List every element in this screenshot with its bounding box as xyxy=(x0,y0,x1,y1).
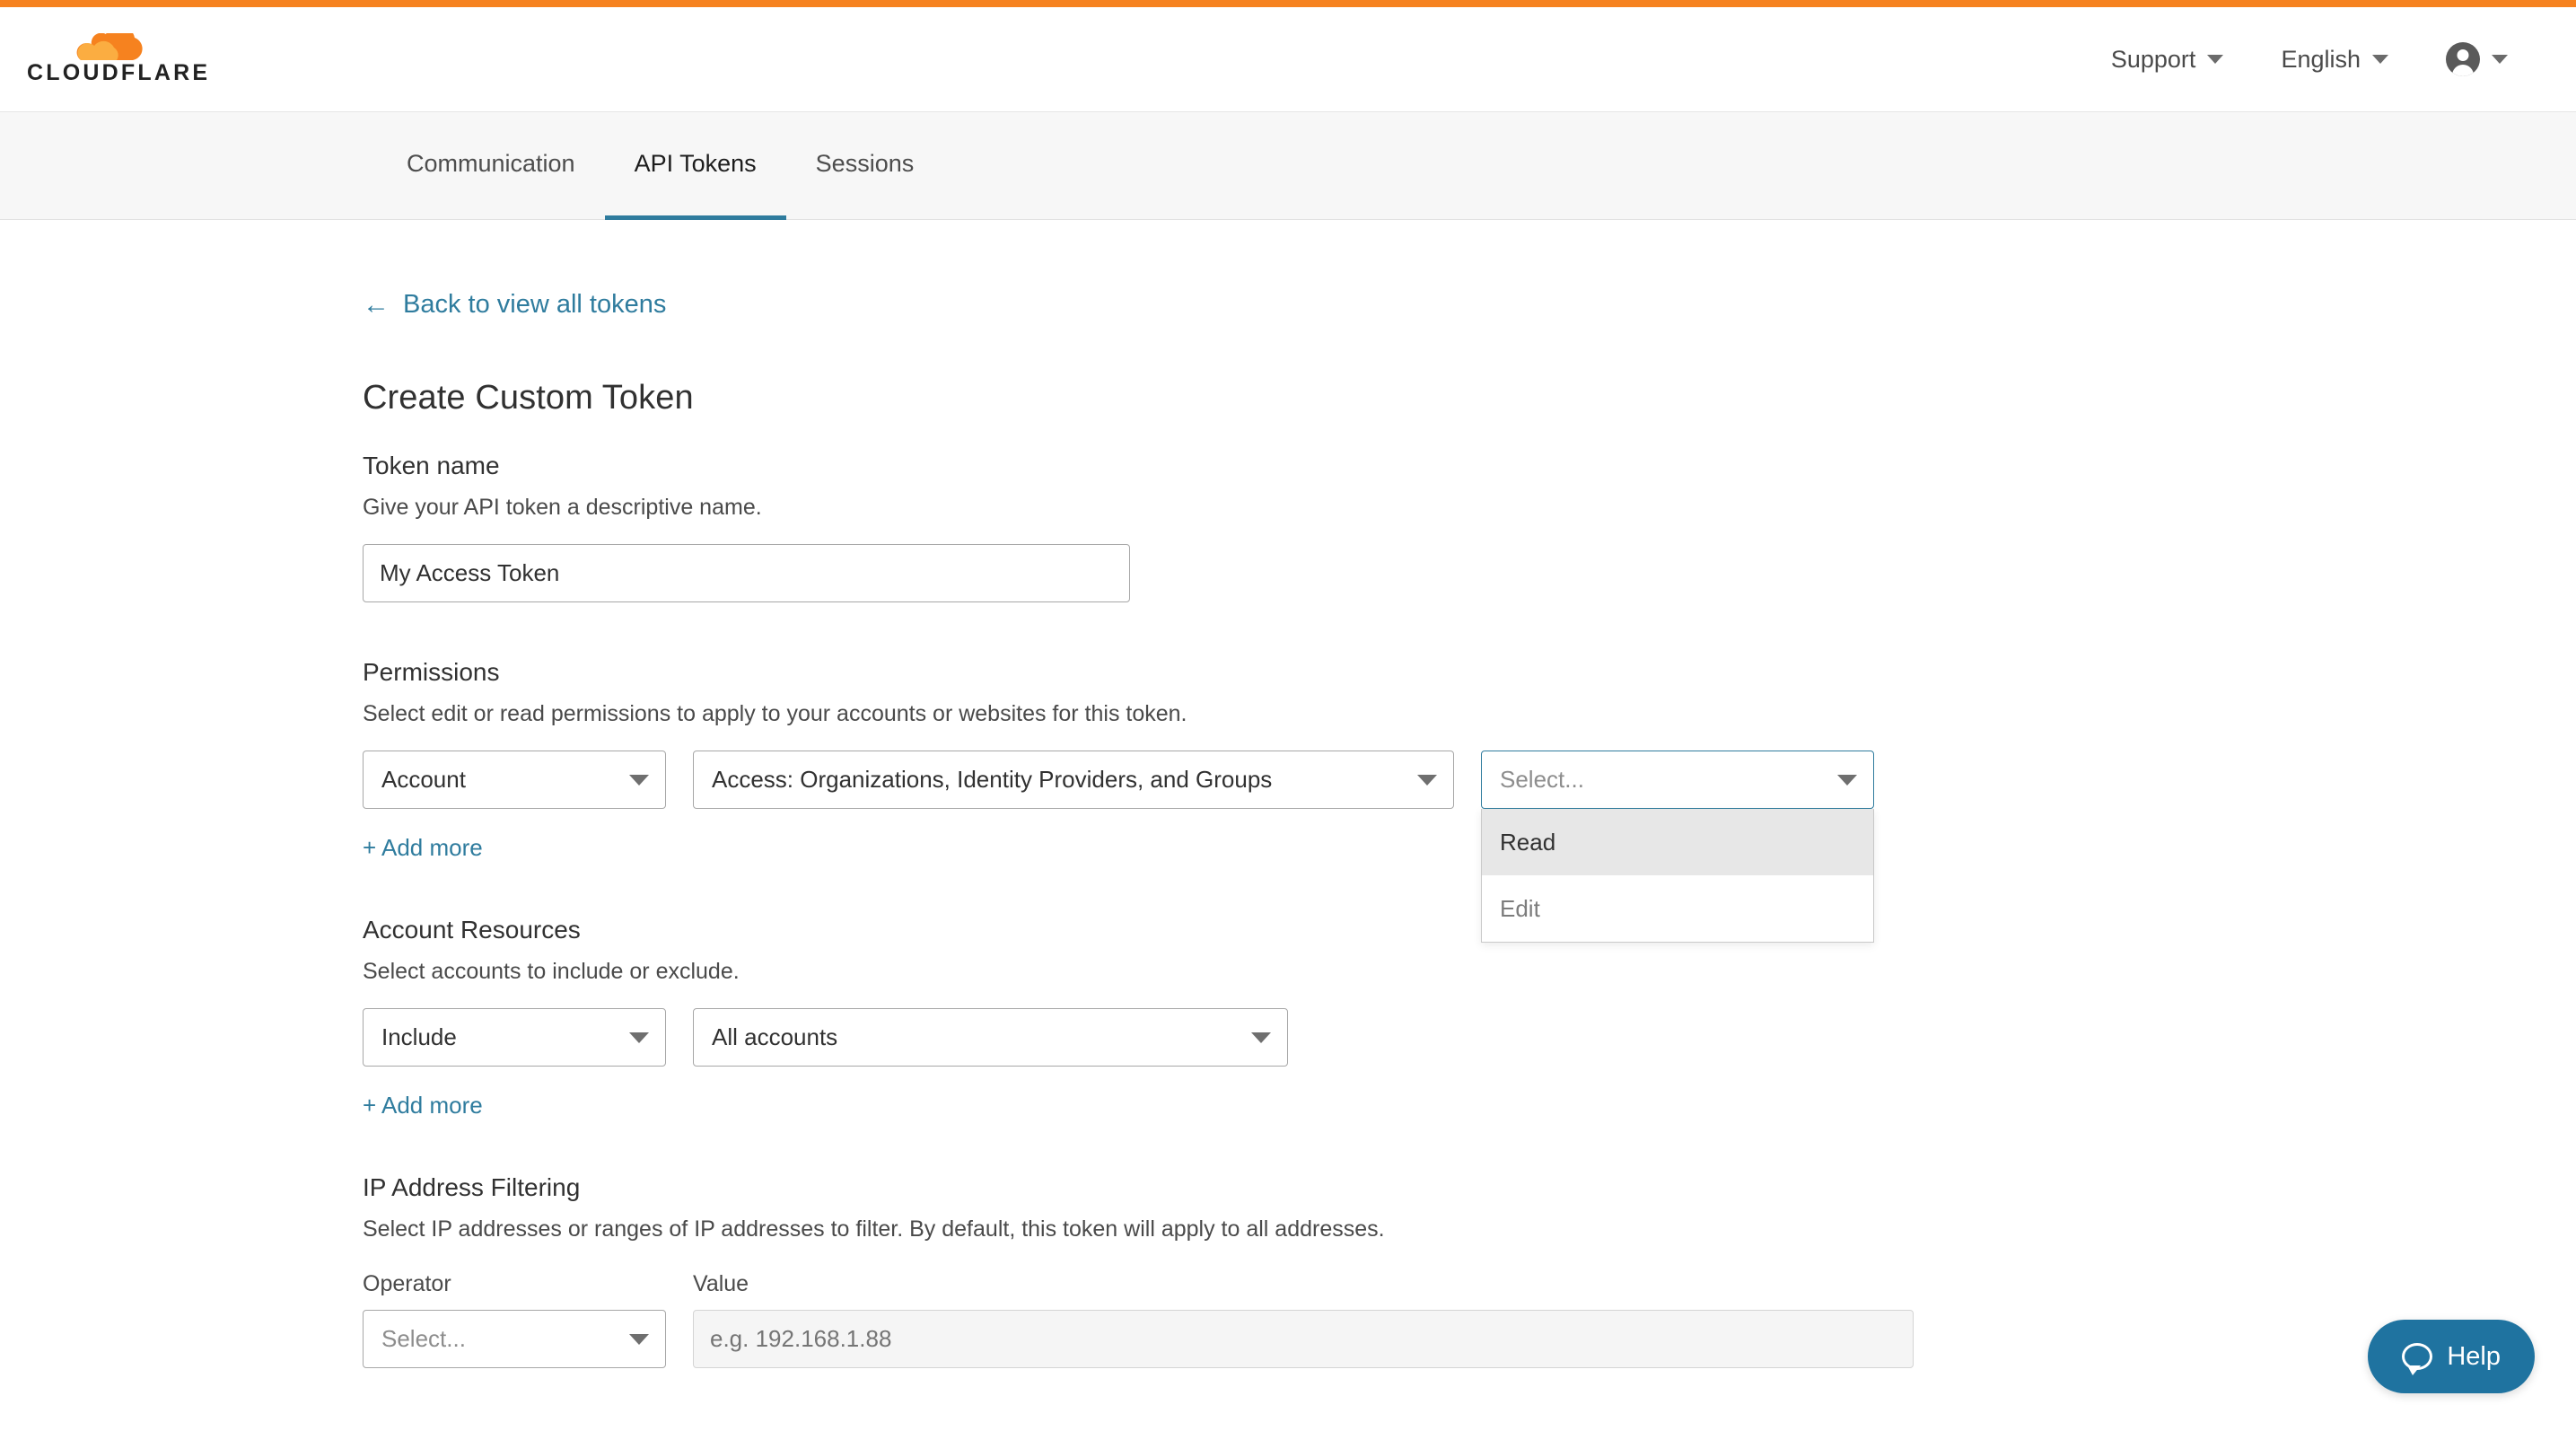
permission-scope-select[interactable] xyxy=(363,751,666,809)
chevron-down-icon xyxy=(629,1334,649,1345)
support-label: Support xyxy=(2110,45,2196,73)
permission-resource-value: Access: Organizations, Identity Providers, and Groups xyxy=(712,766,1273,793)
token-name-description: Give your API token a descriptive name. xyxy=(363,495,762,520)
logo-wordmark: CLOUDFLARE xyxy=(27,59,211,85)
tab-bar xyxy=(0,112,2576,220)
account-target-value: All accounts xyxy=(712,1023,838,1050)
permissions-add-more-button[interactable] xyxy=(363,834,483,862)
account-target-select[interactable] xyxy=(693,1008,1288,1067)
tab-label: Communication xyxy=(407,150,575,177)
tab-communication[interactable] xyxy=(377,112,605,220)
chevron-down-icon xyxy=(2492,55,2508,64)
site-header xyxy=(0,7,2576,112)
back-link-label: Back to view all tokens xyxy=(403,290,667,319)
value-label: Value xyxy=(693,1271,749,1296)
language-label: English xyxy=(2281,45,2361,73)
account-resources-add-more-label: + Add more xyxy=(363,1092,483,1119)
account-resources-description: Select accounts to include or exclude. xyxy=(363,959,740,984)
account-resources-row xyxy=(363,1008,2576,1067)
tab-label: Sessions xyxy=(815,150,915,177)
dropdown-option-edit[interactable] xyxy=(1482,875,1873,942)
top-accent-bar xyxy=(0,0,2576,7)
tab-api-tokens[interactable] xyxy=(605,112,786,220)
account-include-value: Include xyxy=(381,1023,457,1050)
permissions-heading: Permissions xyxy=(363,658,500,686)
arrow-left-icon: ← xyxy=(363,289,390,320)
cloudflare-logo[interactable] xyxy=(25,33,210,86)
permission-level-value: Select... xyxy=(1500,766,1584,793)
permission-level-dropdown xyxy=(1481,809,1874,943)
permission-scope-value: Account xyxy=(381,766,466,793)
support-menu[interactable] xyxy=(2082,46,2253,74)
ip-filtering-heading: IP Address Filtering xyxy=(363,1173,581,1201)
help-button[interactable] xyxy=(2368,1320,2535,1393)
chevron-down-icon xyxy=(1251,1032,1271,1043)
chevron-down-icon xyxy=(1837,775,1857,786)
chevron-down-icon xyxy=(2372,55,2388,64)
permissions-add-more-label: + Add more xyxy=(363,834,483,861)
permission-level-select[interactable] xyxy=(1481,751,1874,809)
ip-filtering-description: Select IP addresses or ranges of IP addresses to filter. By default, this token will apply to all addresses. xyxy=(363,1216,1385,1242)
dropdown-option-label: Read xyxy=(1500,828,1556,856)
language-menu[interactable] xyxy=(2252,46,2417,74)
ip-operator-value: Select... xyxy=(381,1325,466,1352)
chevron-down-icon xyxy=(629,1032,649,1043)
permission-resource-select[interactable] xyxy=(693,751,1454,809)
cloud-icon xyxy=(27,33,162,64)
token-name-heading: Token name xyxy=(363,452,500,479)
dropdown-option-read[interactable] xyxy=(1482,809,1873,875)
token-name-input[interactable] xyxy=(363,544,1130,602)
main-content xyxy=(0,290,2576,1368)
chat-icon xyxy=(2402,1343,2432,1370)
back-to-all-tokens-link[interactable] xyxy=(363,290,666,320)
account-menu[interactable] xyxy=(2417,42,2537,76)
chevron-down-icon xyxy=(1417,775,1437,786)
operator-label: Operator xyxy=(363,1271,451,1296)
account-resources-heading: Account Resources xyxy=(363,916,581,944)
tab-sessions[interactable] xyxy=(786,112,944,220)
account-resources-add-more-button[interactable] xyxy=(363,1092,483,1119)
ip-value-input[interactable] xyxy=(693,1310,1914,1368)
dropdown-option-label: Edit xyxy=(1500,894,1540,922)
ip-filtering-row xyxy=(363,1310,2576,1368)
account-include-select[interactable] xyxy=(363,1008,666,1067)
chevron-down-icon xyxy=(629,775,649,786)
help-button-label: Help xyxy=(2447,1341,2501,1371)
header-right-group xyxy=(2082,42,2537,76)
ip-operator-select[interactable] xyxy=(363,1310,666,1368)
permissions-description: Select edit or read permissions to apply to your accounts or websites for this token. xyxy=(363,701,1187,726)
page-title: Create Custom Token xyxy=(363,379,694,417)
tab-label: API Tokens xyxy=(634,150,757,177)
token-name-row xyxy=(363,544,2576,602)
ip-filtering-column-headers xyxy=(363,1271,2576,1297)
avatar xyxy=(2446,42,2480,76)
chevron-down-icon xyxy=(2207,55,2223,64)
